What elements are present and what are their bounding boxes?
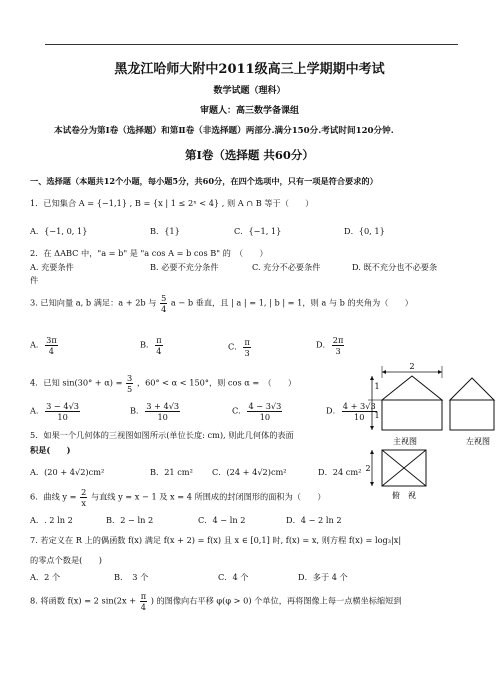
- q8-stem-suffix: ) 的图像向右平移 φ(φ > 0) 个单位，再将图像上每一点横坐标缩短到: [150, 595, 402, 606]
- q7-stem-line2: 的零点个数是( ): [30, 555, 102, 565]
- q3-stem-prefix: 3. 已知向量 a, b 满足：a + 2b 与: [30, 297, 157, 308]
- section-intro: 一、选择题（本题共12个小题，每小题5分，共60分，在四个选项中，只有一项是符合要求的）: [30, 176, 378, 186]
- dim-left-lower-label: 1: [374, 411, 380, 420]
- front-view-label: 主视图: [393, 437, 417, 446]
- q4-a-label: A．: [30, 405, 45, 416]
- q4-option-a: [30, 402, 81, 421]
- q3-c-fraction: [243, 338, 250, 357]
- q3-a-label: A．: [30, 339, 45, 350]
- q2-option-d: D. 既不充分也不必要条: [352, 262, 438, 272]
- side-view-body: [450, 400, 494, 430]
- q5-option-b: B．21 cm²: [150, 467, 193, 477]
- subject-line: 数学试题（理科）: [213, 86, 286, 96]
- q4-stem: [30, 374, 296, 393]
- q3-a-num: 3π: [46, 335, 57, 345]
- q4-option-b: [130, 402, 181, 421]
- q2-option-d-cont: 件: [30, 275, 39, 285]
- exam-title: 黑龙江哈师大附中2011级高三上学期期中考试: [114, 62, 385, 77]
- q4-c-fraction: [247, 402, 282, 421]
- q6-option-c: C．4 − ln 2: [198, 515, 246, 525]
- q2-stem: 2．在 ΔABC 中，"a = b" 是 "a cos A = b cos B" 的 （ ）: [30, 248, 268, 258]
- q4-b-label: B．: [130, 405, 145, 416]
- q1-option-d: D．{0, 1}: [344, 226, 385, 236]
- q8-stem-prefix: 8. 将函数 f(x) = 2 sin(2x +: [30, 595, 137, 606]
- q1-stem: 1．已知集合 A = {−1,1} , B = {x | 1 ≤ 2ˣ < 4} , 则 A ∩ B 等于（ ）: [30, 198, 314, 208]
- dim-bottom-left-label: 2: [365, 464, 371, 473]
- q8-fraction: [140, 592, 147, 611]
- q3-a-fraction: [45, 336, 58, 355]
- q6-stem-prefix: 6．曲线 y =: [30, 491, 77, 502]
- q4-c-den: 10: [259, 412, 271, 423]
- q5-stem-line2: 积是( ): [30, 445, 71, 455]
- q4-a-den: 10: [57, 412, 68, 423]
- three-view-figure: [360, 358, 499, 518]
- q7-option-c: C．4 个: [218, 572, 249, 582]
- q5-option-c: C．(24 + 4√2)cm²: [212, 467, 287, 477]
- q6-frac-den: x: [81, 498, 86, 509]
- q2-option-a: A. 充要条件: [30, 262, 74, 272]
- q3-coef-den: 4: [161, 304, 167, 315]
- q3-b-label: B．: [140, 339, 155, 350]
- q3-c-label: C．: [228, 341, 243, 352]
- top-rule: [45, 44, 458, 45]
- q3-b-num: π: [156, 335, 162, 345]
- q3-d-label: D．: [316, 339, 331, 350]
- q4-fraction: [126, 374, 133, 393]
- q7-option-b: B． 3 个: [114, 572, 149, 582]
- q1-option-a: A．{−1, 0, 1}: [30, 226, 88, 236]
- side-view-roof: [450, 378, 494, 400]
- q4-stem-prefix: 4．已知 sin(30° + α) =: [30, 377, 123, 388]
- q4-d-num: 4 + 3√3: [342, 401, 376, 411]
- top-view-label: 俯 视: [392, 491, 416, 500]
- q8-frac-den: 4: [140, 602, 146, 613]
- q3-stem-suffix: a − b 垂直，且 | a | = 1, | b | = 1，则 a 与 b 的夹角为（ ）: [170, 297, 413, 308]
- q4-a-fraction: [45, 402, 80, 421]
- q7-option-a: A．2 个: [30, 572, 61, 582]
- q4-d-den: 10: [354, 412, 365, 423]
- q5-option-a: A．(20 + 4√2)cm²: [30, 467, 105, 477]
- q7-stem-line1: 7. 若定义在 R 上的偶函数 f(x) 满足 f(x + 2) = f(x) 且 x ∈ [0,1] 时, f(x) = x, 则方程 f(x) = log₃|x|: [30, 535, 402, 545]
- q3-d-fraction: [332, 336, 345, 355]
- q6-option-a: A．. 2 ln 2: [30, 515, 73, 525]
- q3-d-den: 3: [335, 346, 341, 357]
- q8-stem: [30, 592, 402, 611]
- side-view-label: 左视图: [466, 437, 490, 446]
- front-view-roof: [382, 376, 442, 400]
- section-heading: 第Ⅰ卷（选择题 共60分）: [185, 148, 314, 162]
- q3-stem: [30, 294, 413, 313]
- q3-coef-num: 5: [161, 293, 167, 303]
- dim-top-label: 2: [409, 362, 415, 371]
- q7-option-d: D．多于 4 个: [298, 572, 348, 582]
- dim-top-arrowhead-right: [438, 370, 442, 374]
- q4-d-label: D．: [326, 405, 341, 416]
- q3-option-c: [228, 338, 252, 357]
- q6-option-b: B．2 − ln 2: [106, 515, 154, 525]
- q3-option-d: [316, 336, 345, 355]
- q3-option-b: [140, 336, 164, 355]
- q5-stem-line1: 5．如果一个几何体的三视图如图所示(单位长度: cm), 则此几何体的表面: [30, 430, 294, 440]
- q3-coef-fraction: [160, 294, 167, 313]
- dim-left-arrowhead-bottom: [370, 426, 374, 430]
- q3-c-num: π: [244, 337, 250, 347]
- q2-option-c: C. 充分不必要条件: [252, 262, 321, 272]
- dim-left-arrowhead-top: [370, 376, 374, 380]
- q8-frac-num: π: [140, 591, 147, 601]
- dim-bottom-left-arrowhead-top: [370, 450, 374, 454]
- q4-c-num: 4 − 3√3: [248, 401, 282, 411]
- q6-option-d: D．4 − 2 ln 2: [286, 515, 342, 525]
- dim-left-upper-label: 1: [374, 382, 380, 391]
- q6-frac-num: 2: [81, 487, 87, 497]
- q1-option-b: B．{1}: [150, 226, 180, 236]
- q4-stem-suffix: ，60° < α < 150°，则 cos α = （ ）: [136, 377, 297, 388]
- q3-b-fraction: [155, 336, 162, 355]
- q6-fraction: [80, 488, 87, 507]
- dim-top-arrowhead-left: [382, 370, 386, 374]
- q4-a-num: 3 − 4√3: [46, 401, 80, 411]
- reviewer-line: 审题人：高三数学备课组: [199, 106, 299, 116]
- q1-option-c: C．{−1, 1}: [234, 226, 282, 236]
- front-view-body: [382, 400, 442, 430]
- q4-b-fraction: [145, 402, 180, 421]
- q4-frac-num: 3: [127, 373, 133, 383]
- q3-b-den: 4: [156, 346, 162, 357]
- q4-option-c: [232, 402, 283, 421]
- q2-option-b: B. 必要不充分条件: [150, 262, 219, 272]
- q3-a-den: 4: [48, 346, 55, 357]
- q6-stem-suffix: 与直线 y = x − 1 及 x = 4 所围成的封闭图形的面积为（ ）: [90, 491, 326, 502]
- q3-d-num: 2π: [332, 335, 344, 345]
- q4-c-label: C．: [232, 405, 247, 416]
- q4-frac-den: 5: [127, 384, 133, 395]
- q3-c-den: 3: [244, 348, 250, 359]
- instructions-line: 本试卷分为第Ⅰ卷（选择题）和第Ⅱ卷（非选择题）两部分.满分150分.考试时间120分钟.: [54, 126, 394, 136]
- dim-bottom-left-arrowhead-bottom: [370, 482, 374, 486]
- q4-b-den: 10: [157, 412, 168, 423]
- q3-option-a: [30, 336, 59, 355]
- q5-option-d: D．24 cm²: [318, 467, 362, 477]
- q4-b-num: 3 + 4√3: [146, 401, 180, 411]
- q6-stem: [30, 488, 326, 507]
